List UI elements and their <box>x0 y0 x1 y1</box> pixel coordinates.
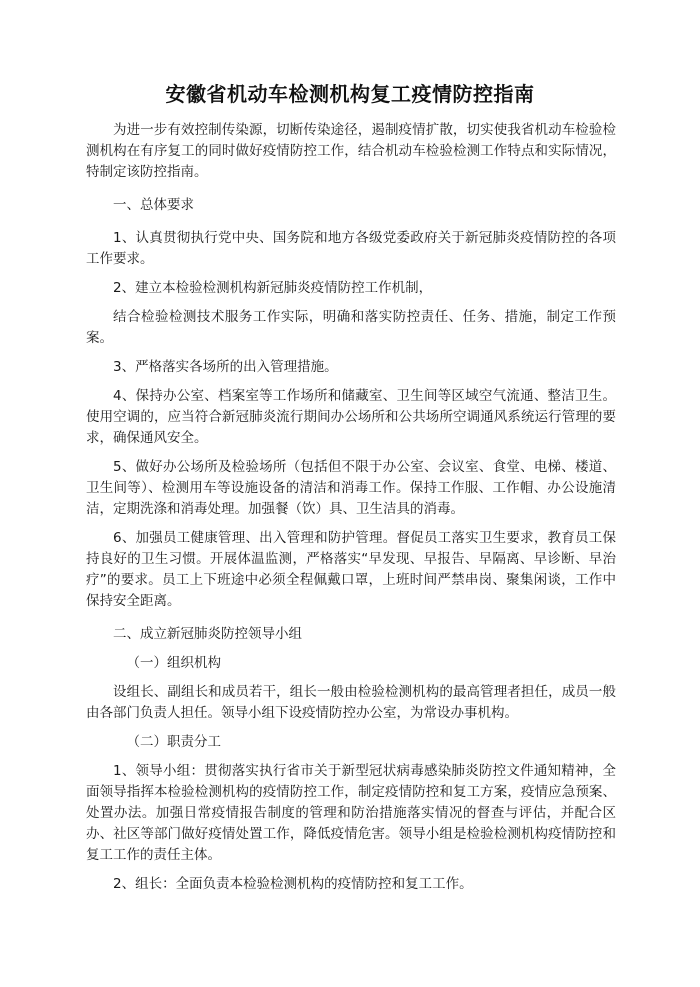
section1-item-5: 5、做好办公场所及检验场所（包括但不限于办公室、会议室、食堂、电梯、楼道、卫生间等）、检测用车等设施设备的清洁和消毒工作。保持工作服、工作帽、办公设施清洁，定期洗涤和消毒处理。加强餐（饮）具、卫生洁具的消毒。 <box>86 459 616 517</box>
section2-sub1-heading: （一）组织机构 <box>126 655 221 671</box>
section1-item-2-continued: 结合检验检测技术服务工作实际，明确和落实防控责任、任务、措施，制定工作预案。 <box>86 309 616 346</box>
section1-item-4: 4、保持办公室、档案室等工作场所和储藏室、卫生间等区域空气流通、整洁卫生。使用空调的，应当符合新冠肺炎流行期间办公场所和公共场所空调通风系统运行管理的要求，确保通风安全。 <box>86 388 616 446</box>
section1-item-2: 2、建立本检验检测机构新冠肺炎疫情防控工作机制， <box>113 280 433 296</box>
intro-paragraph: 为进一步有效控制传染源，切断传染途径，遏制疫情扩散，切实使我省机动车检验检测机构在有序复工的同时做好疫情防控工作，结合机动车检验检测工作特点和实际情况，特制定该防控指南。 <box>86 122 616 180</box>
section1-item-1: 1、认真贯彻执行党中央、国务院和地方各级党委政府关于新冠肺炎疫情防控的各项工作要求。 <box>86 230 616 267</box>
document-body <box>86 120 616 895</box>
section2-heading: 二、成立新冠肺炎防控领导小组 <box>113 626 302 642</box>
section1-item-6: 6、加强员工健康管理、出入管理和防护管理。督促员工落实卫生要求，教育员工保持良好的卫生习惯。开展体温监测，严格落实“早发现、早报告、早隔离、早诊断、早治疗”的要求。员工上下班途中必须全程佩戴口罩，上班时间严禁串岗、聚集闲谈，工作中保持安全距离。 <box>86 530 616 609</box>
section2-sub1-text: 设组长、副组长和成员若干，组长一般由检验检测机构的最高管理者担任，成员一般由各部门负责人担任。领导小组下设疫情防控办公室，为常设办事机构。 <box>86 684 616 721</box>
section2-sub2-heading: （二）职责分工 <box>126 734 221 750</box>
section1-heading: 一、总体要求 <box>113 197 194 213</box>
document-title: 安徽省机动车检测机构复工疫情防控指南 <box>165 82 535 106</box>
section1-item-3: 3、严格落实各场所的出入管理措施。 <box>113 359 338 375</box>
section2-sub2-item-2: 2、组长：全面负责本检验检测机构的疫情防控和复工工作。 <box>113 876 473 892</box>
section2-sub2-item-1: 1、领导小组：贯彻落实执行省市关于新型冠状病毒感染肺炎防控文件通知精神，全面领导指挥本检验检测机构的疫情防控工作，制定疫情防控和复工方案，疫情应急预案、处置办法。加强日常疫情报告制度的管理和防治措施落实情况的督查与评估，并配合区办、社区等部门做好疫情处置工作，降低疫情危害。领导小组是检验检测机构疫情防控和复工工作的责任主体。 <box>86 763 616 863</box>
